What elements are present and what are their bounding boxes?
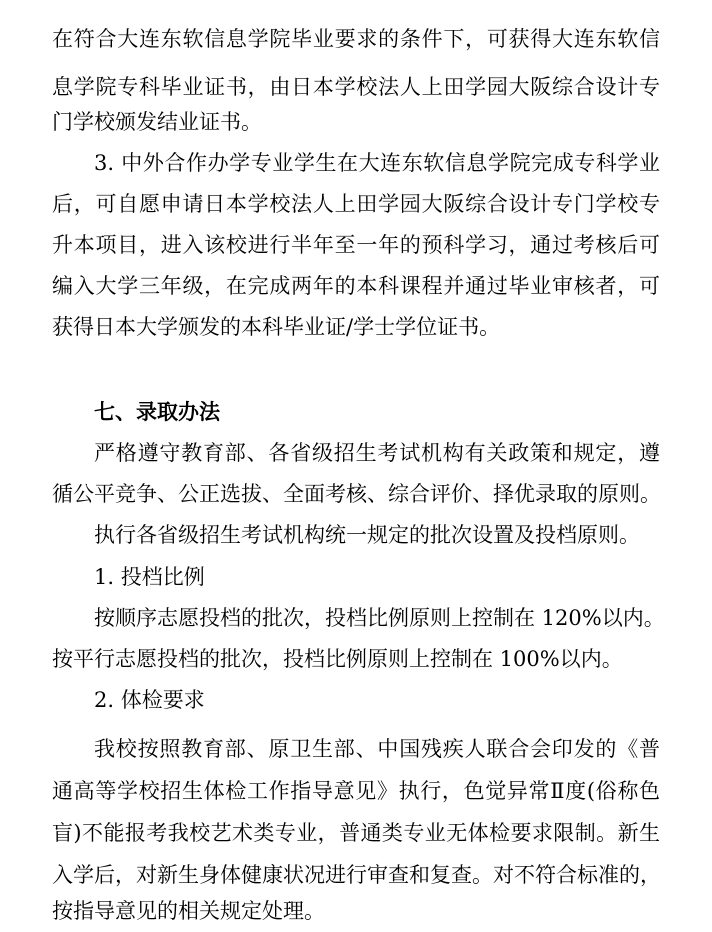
paragraph-line: 升本项目，进入该校进行半年至一年的预科学习，通过考核后可 [52, 233, 660, 257]
subsection-title: 2. 体检要求 [94, 688, 205, 712]
paragraph-line: 严格遵守教育部、各省级招生考试机构有关政策和规定，遵 [94, 441, 660, 465]
paragraph-line: 获得日本大学颁发的本科毕业证/学士学位证书。 [52, 315, 501, 339]
paragraph-line: 按平行志愿投档的批次，投档比例原则上控制在 100%以内。 [52, 647, 623, 671]
paragraph-line: 后，可自愿申请日本学校法人上田学园大阪综合设计专门学校专 [52, 192, 660, 216]
paragraph-line: 入学后，对新生身体健康状况进行审查和复查。对不符合标准的， [52, 863, 661, 887]
paragraph-line: 门学校颁发结业证书。 [52, 110, 262, 134]
paragraph-line: 我校按照教育部、原卫生部、中国残疾人联合会印发的《普 [94, 737, 660, 761]
section-heading: 七、录取办法 [94, 400, 220, 424]
paragraph-line: 在符合大连东软信息学院毕业要求的条件下，可获得大连东软信 [52, 27, 660, 51]
paragraph-line: 按指导意见的相关规定处理。 [52, 899, 325, 923]
paragraph-line: 盲)不能报考我校艺术类专业，普通类专业无体检要求限制。新生 [52, 821, 660, 845]
paragraph-line: 循公平竞争、公正选拔、全面考核、综合评价、择优录取的原则。 [52, 482, 661, 506]
paragraph-line: 编入大学三年级，在完成两年的本科课程并通过毕业审核者，可 [52, 274, 660, 298]
paragraph-line: 通高等学校招生体检工作指导意见》执行，色觉异常Ⅱ度(俗称色 [52, 779, 660, 803]
paragraph-line: 息学院专科毕业证书，由日本学校法人上田学园大阪综合设计专 [52, 75, 660, 99]
paragraph-line: 执行各省级招生考试机构统一规定的批次设置及投档原则。 [94, 523, 640, 547]
subsection-title: 1. 投档比例 [94, 565, 205, 589]
paragraph-line: 3. 中外合作办学专业学生在大连东软信息学院完成专科学业 [94, 151, 660, 175]
paragraph-line: 按顺序志愿投档的批次，投档比例原则上控制在 120%以内。 [94, 606, 665, 630]
